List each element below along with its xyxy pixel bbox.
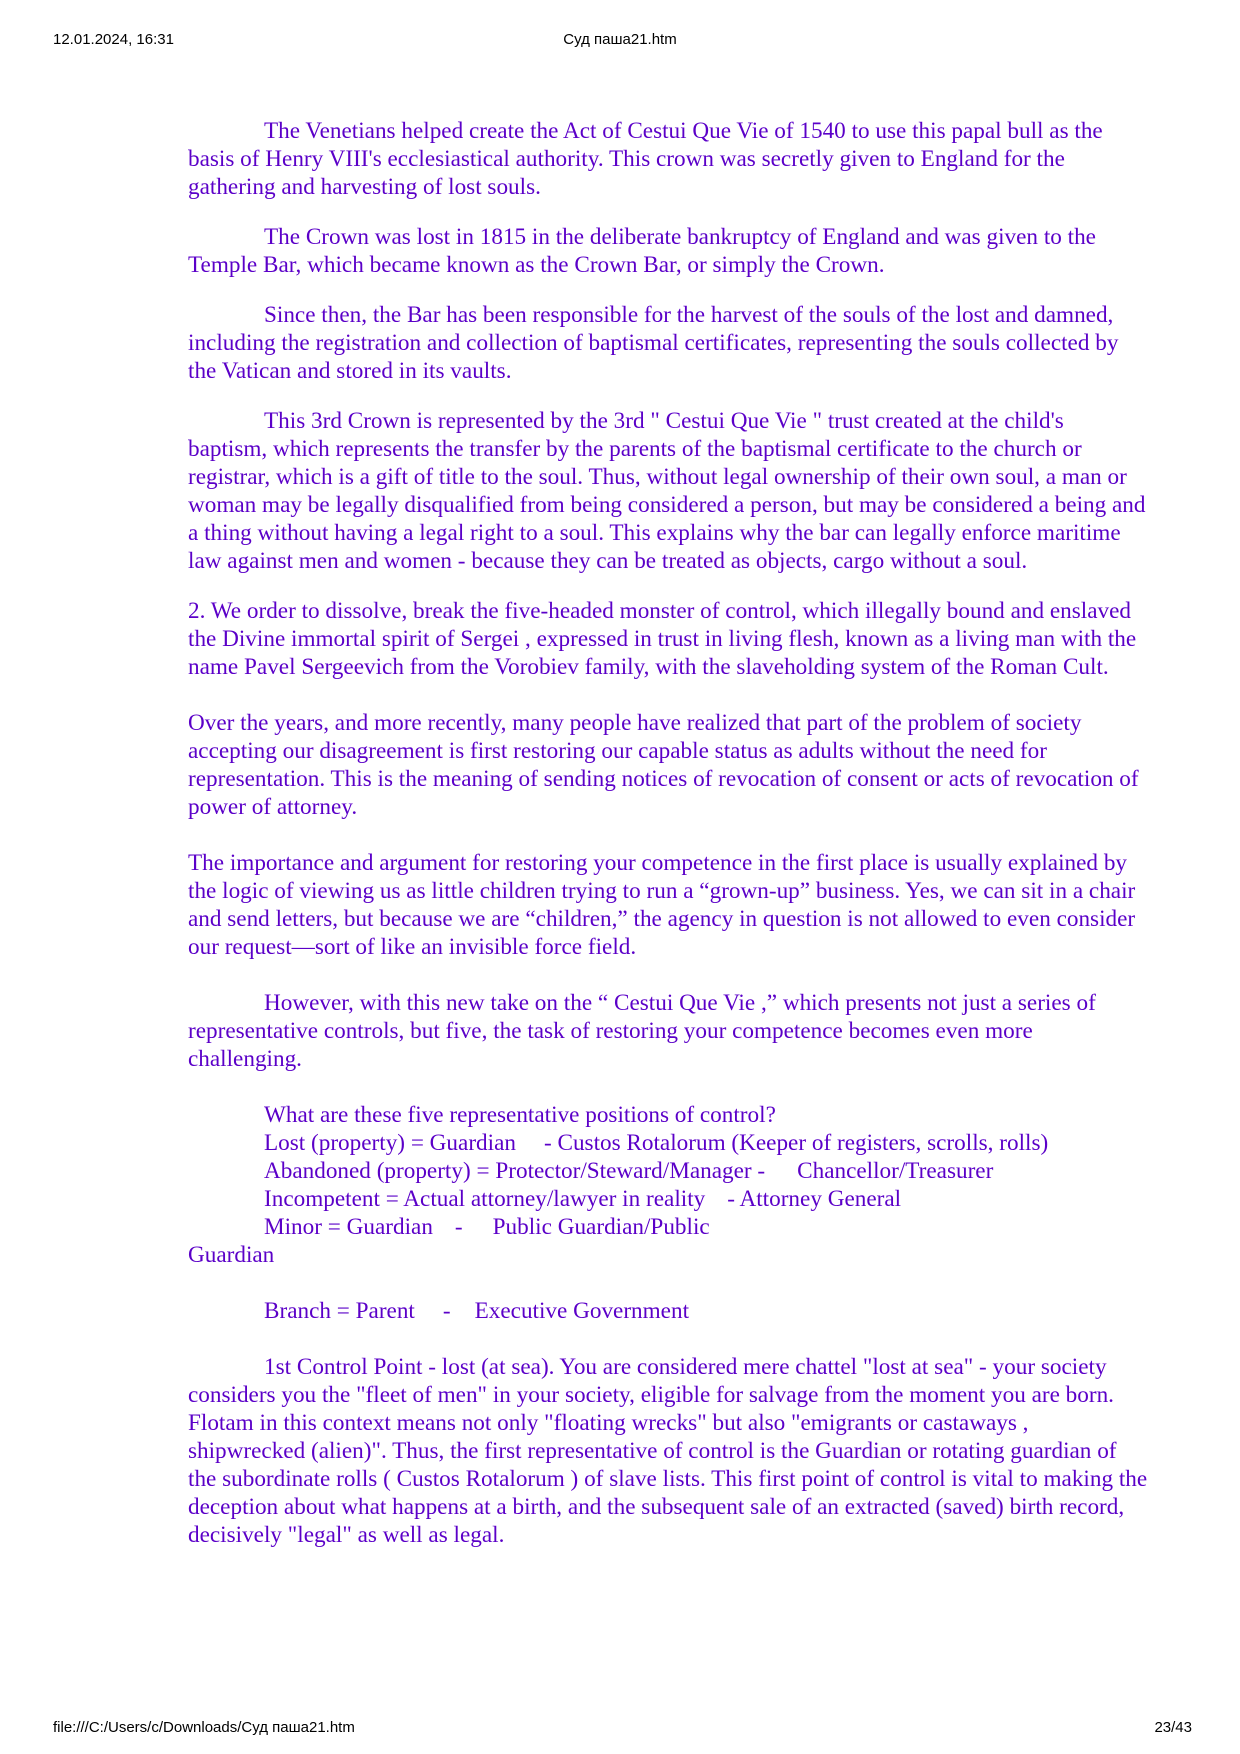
paragraph-first-control-point: 1st Control Point - lost (at sea). You are considered mere chattel "lost at sea" - your society considers you the "fleet of men" in your society, eligible for salvage from the moment you are born. Flotam in this context means not only "floating wrecks" but also "emigrants or castaways , shipwrecked (alien)". Thus, the first representative of control is the Guardian or rotating guardian of the subordinate rolls ( Custos Rotalorum ) of slave lists. This first point of control is vital to making the deception about what happens at a birth, and the subsequent sale of an extracted (saved) birth record, decisively "legal" as well as legal. (188, 1354, 1148, 1548)
print-footer-page-number: 23/43 (1154, 1719, 1192, 1736)
control-item-minor-office: Public Guardian/Public (492, 1214, 710, 1240)
paragraph-order-dissolve: 2. We order to dissolve, break the five-headed monster of control, which illegally bound and enslaved the Divine immortal spirit of Sergei , expressed in trust in living flesh, known as a living man with the name Pavel Sergeevich from the Vorobiev family, with the slaveholding system of the Roman Cult. (188, 598, 1137, 680)
control-item-branch-role: Branch = Parent (264, 1298, 415, 1324)
control-item-abandoned-role: Abandoned (property) = Protector/Steward/Manager - (264, 1158, 766, 1184)
paragraph-cestui-que-vie-1540: The Venetians helped create the Act of Cestui Que Vie of 1540 to use this papal bull as the basis of Henry VIII's ecclesiastical authority. This crown was secretly given to England for the gathering and harvesting of lost souls. (188, 118, 1103, 200)
document-body (188, 117, 1148, 1549)
control-item-minor (188, 1213, 1148, 1241)
control-item-branch-office: Executive Government (474, 1298, 690, 1324)
control-list-question: What are these five representative positions of control? (264, 1102, 776, 1128)
paragraph-bar-harvest: Since then, the Bar has been responsible for the harvest of the souls of the lost and damned, including the registration and collection of baptismal certificates, representing the souls collected by the Vatican and stored in its vaults. (188, 302, 1119, 384)
paragraph-over-the-years: Over the years, and more recently, many people have realized that part of the problem of society accepting our disagreement is first restoring our capable status as adults without the need for representation. This is the meaning of sending notices of revocation of consent or acts of revocation of power of attorney. (188, 710, 1139, 820)
print-footer-file-path: file:///C:/Users/c/Downloads/Суд паша21.htm (53, 1719, 355, 1736)
print-header-title: Суд паша21.htm (563, 31, 677, 48)
paragraph-new-take: However, with this new take on the “ Cestui Que Vie ,” which presents not just a series of representative controls, but five, the task of restoring your competence becomes even more challenging. (188, 990, 1096, 1072)
paragraph-importance-argument: The importance and argument for restoring your competence in the first place is usually explained by the logic of viewing us as little children trying to run a “grown-up” business. Yes, we can sit in a chair and send letters, but because we are “children,” the agency in question is not allowed to even consider our request—sort of like an invisible force field. (188, 850, 1136, 960)
control-item-branch (188, 1297, 1148, 1325)
print-header-datetime: 12.01.2024, 16:31 (53, 31, 174, 48)
control-item-abandoned (188, 1157, 1148, 1185)
paragraph-crown-lost-1815: The Crown was lost in 1815 in the deliberate bankruptcy of England and was given to the Temple Bar, which became known as the Crown Bar, or simply the Crown. (188, 224, 1096, 278)
paragraph-third-crown: This 3rd Crown is represented by the 3rd " Cestui Que Vie " trust created at the child's baptism, which represents the transfer by the parents of the baptismal certificate to the church or registrar, which is a gift of title to the soul. Thus, without legal ownership of their own soul, a man or woman may be legally disqualified from being considered a person, but may be considered a being and a thing without having a legal right to a soul. This explains why the bar can legally enforce maritime law against men and women - because they can be treated as objects, cargo without a soul. (188, 408, 1146, 574)
control-item-incompetent (188, 1185, 1148, 1213)
control-item-incompetent-role: Incompetent = Actual attorney/lawyer in reality (264, 1186, 706, 1212)
control-item-lost (188, 1129, 1148, 1157)
control-item-incompetent-office: - Attorney General (727, 1186, 902, 1212)
control-item-lost-role: Lost (property) = Guardian (264, 1130, 516, 1156)
control-item-minor-wrap: Guardian (188, 1242, 275, 1268)
control-positions-list (188, 1101, 1148, 1325)
control-item-lost-office: - Custos Rotalorum (Keeper of registers, scrolls, rolls) (543, 1130, 1049, 1156)
control-item-minor-role: Minor = Guardian (264, 1214, 433, 1240)
control-item-abandoned-office: Chancellor/Treasurer (797, 1158, 994, 1184)
control-item-branch-dash: - (442, 1298, 451, 1324)
control-item-minor-dash: - (454, 1214, 463, 1240)
